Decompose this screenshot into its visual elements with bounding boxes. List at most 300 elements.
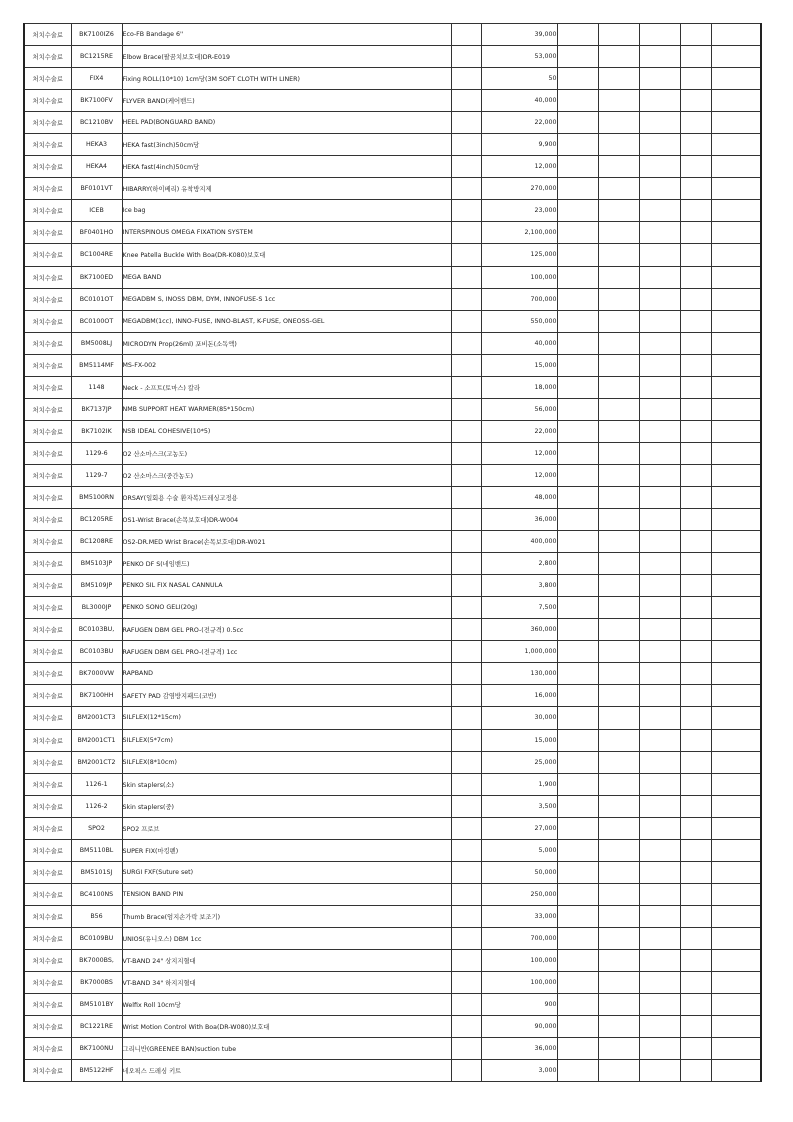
empty-cell [451, 773, 481, 795]
empty-cell [711, 156, 761, 178]
category-cell: 처치수술료 [24, 442, 71, 464]
table-row [24, 288, 761, 310]
empty-cell [598, 354, 639, 376]
empty-cell [557, 1016, 598, 1038]
empty-cell [557, 927, 598, 949]
code-cell: BM5110BL [71, 839, 122, 861]
table-row [24, 531, 761, 553]
code-cell: BK7000BS [71, 972, 122, 994]
code-cell: BK7102IK [71, 420, 122, 442]
code-cell: HEKA3 [71, 134, 122, 156]
table-row [24, 663, 761, 685]
empty-cell [680, 773, 711, 795]
empty-cell [680, 839, 711, 861]
category-cell: 처치수술료 [24, 575, 71, 597]
price-cell: 3,800 [481, 575, 557, 597]
category-cell: 처치수술료 [24, 266, 71, 288]
empty-cell [680, 883, 711, 905]
empty-cell [639, 156, 680, 178]
price-cell: 12,000 [481, 464, 557, 486]
code-cell: BC1215RE [71, 46, 122, 68]
empty-cell [451, 861, 481, 883]
code-cell: FIX4 [71, 68, 122, 90]
empty-cell [639, 420, 680, 442]
empty-cell [451, 685, 481, 707]
price-cell: 50,000 [481, 861, 557, 883]
table-row [24, 685, 761, 707]
category-cell: 처치수술료 [24, 90, 71, 112]
empty-cell [639, 244, 680, 266]
table-row [24, 332, 761, 354]
empty-cell [680, 112, 711, 134]
empty-cell [680, 861, 711, 883]
empty-cell [680, 244, 711, 266]
empty-cell [557, 420, 598, 442]
code-cell: BC1221RE [71, 1016, 122, 1038]
price-cell: 100,000 [481, 949, 557, 971]
empty-cell [711, 68, 761, 90]
price-cell: 5,000 [481, 839, 557, 861]
price-cell: 36,000 [481, 1038, 557, 1060]
category-cell: 처치수술료 [24, 685, 71, 707]
empty-cell [639, 707, 680, 729]
empty-cell [451, 1060, 481, 1082]
item-name-cell: RAFUGEN DBM GEL PRO-(전규격) 0.5cc [122, 619, 451, 641]
price-cell: 39,000 [481, 24, 557, 46]
empty-cell [639, 663, 680, 685]
table-row [24, 883, 761, 905]
empty-cell [711, 486, 761, 508]
empty-cell [680, 68, 711, 90]
item-name-cell: SAFETY PAD 감염방지패드(코반) [122, 685, 451, 707]
table-row [24, 464, 761, 486]
price-cell: 900 [481, 994, 557, 1016]
empty-cell [680, 1060, 711, 1082]
table-row [24, 398, 761, 420]
empty-cell [639, 729, 680, 751]
item-name-cell: SURGI FXF(Suture set) [122, 861, 451, 883]
empty-cell [639, 464, 680, 486]
price-cell: 40,000 [481, 332, 557, 354]
empty-cell [598, 663, 639, 685]
table-row [24, 729, 761, 751]
empty-cell [711, 905, 761, 927]
empty-cell [680, 376, 711, 398]
empty-cell [598, 509, 639, 531]
item-name-cell: HEKA fast(4inch)50cm당 [122, 156, 451, 178]
empty-cell [639, 883, 680, 905]
code-cell: 1126-1 [71, 773, 122, 795]
code-cell: BM5122HF [71, 1060, 122, 1082]
empty-cell [711, 442, 761, 464]
empty-cell [598, 332, 639, 354]
empty-cell [557, 354, 598, 376]
empty-cell [598, 685, 639, 707]
empty-cell [598, 200, 639, 222]
empty-cell [557, 46, 598, 68]
empty-cell [557, 24, 598, 46]
code-cell: BC0103BU, [71, 619, 122, 641]
category-cell: 처치수술료 [24, 332, 71, 354]
empty-cell [711, 663, 761, 685]
empty-cell [711, 112, 761, 134]
empty-cell [557, 509, 598, 531]
code-cell: BC0101OT [71, 288, 122, 310]
price-cell: 550,000 [481, 310, 557, 332]
price-cell: 50 [481, 68, 557, 90]
empty-cell [451, 927, 481, 949]
empty-cell [557, 464, 598, 486]
code-cell: BC1205RE [71, 509, 122, 531]
item-name-cell: Skin staplers(중) [122, 795, 451, 817]
item-name-cell: HEEL PAD(BONGUARD BAND) [122, 112, 451, 134]
code-cell: 1129-6 [71, 442, 122, 464]
empty-cell [711, 90, 761, 112]
table-row [24, 1060, 761, 1082]
empty-cell [451, 112, 481, 134]
table-row [24, 927, 761, 949]
empty-cell [451, 222, 481, 244]
empty-cell [711, 773, 761, 795]
item-name-cell: TENSION BAND PIN [122, 883, 451, 905]
price-cell: 700,000 [481, 288, 557, 310]
code-cell: BC0109BU [71, 927, 122, 949]
empty-cell [557, 200, 598, 222]
empty-cell [680, 354, 711, 376]
empty-cell [680, 994, 711, 1016]
empty-cell [639, 553, 680, 575]
empty-cell [711, 310, 761, 332]
table-row [24, 575, 761, 597]
empty-cell [598, 68, 639, 90]
empty-cell [451, 244, 481, 266]
empty-cell [639, 773, 680, 795]
empty-cell [557, 486, 598, 508]
category-cell: 처치수술료 [24, 486, 71, 508]
empty-cell [639, 200, 680, 222]
empty-cell [451, 707, 481, 729]
item-name-cell: Eco-FB Bandage 6'' [122, 24, 451, 46]
empty-cell [451, 24, 481, 46]
empty-cell [680, 663, 711, 685]
category-cell: 처치수술료 [24, 134, 71, 156]
item-name-cell: RAPBAND [122, 663, 451, 685]
empty-cell [639, 597, 680, 619]
empty-cell [711, 24, 761, 46]
empty-cell [639, 288, 680, 310]
empty-cell [711, 641, 761, 663]
code-cell: B56 [71, 905, 122, 927]
empty-cell [711, 729, 761, 751]
empty-cell [451, 641, 481, 663]
empty-cell [557, 1038, 598, 1060]
empty-cell [639, 575, 680, 597]
empty-cell [598, 376, 639, 398]
code-cell: BK7100NU [71, 1038, 122, 1060]
empty-cell [680, 641, 711, 663]
table-row [24, 597, 761, 619]
item-name-cell: HIBARRY(하이베리) 유착방지제 [122, 178, 451, 200]
category-cell: 처치수술료 [24, 288, 71, 310]
table-row [24, 222, 761, 244]
empty-cell [639, 442, 680, 464]
empty-cell [557, 178, 598, 200]
price-cell: 33,000 [481, 905, 557, 927]
empty-cell [451, 751, 481, 773]
price-cell: 100,000 [481, 266, 557, 288]
empty-cell [598, 707, 639, 729]
empty-cell [680, 178, 711, 200]
category-cell: 처치수술료 [24, 156, 71, 178]
empty-cell [639, 795, 680, 817]
empty-cell [639, 222, 680, 244]
empty-cell [598, 24, 639, 46]
empty-cell [557, 773, 598, 795]
empty-cell [598, 420, 639, 442]
empty-cell [680, 972, 711, 994]
price-cell: 27,000 [481, 817, 557, 839]
empty-cell [557, 707, 598, 729]
empty-cell [711, 707, 761, 729]
table-row [24, 310, 761, 332]
empty-cell [639, 839, 680, 861]
empty-cell [711, 795, 761, 817]
empty-cell [680, 751, 711, 773]
item-name-cell: Wrist Motion Control With Boa(DR-W080)보호대 [122, 1016, 451, 1038]
code-cell: BM5101BY [71, 994, 122, 1016]
empty-cell [680, 509, 711, 531]
code-cell: BM5100RN [71, 486, 122, 508]
table-body [24, 24, 761, 1082]
empty-cell [711, 464, 761, 486]
table-row [24, 354, 761, 376]
price-cell: 15,000 [481, 729, 557, 751]
empty-cell [557, 222, 598, 244]
empty-cell [639, 531, 680, 553]
price-cell: 100,000 [481, 972, 557, 994]
empty-cell [598, 112, 639, 134]
empty-cell [598, 156, 639, 178]
code-cell: BF0401HO [71, 222, 122, 244]
empty-cell [598, 310, 639, 332]
empty-cell [451, 464, 481, 486]
table-row [24, 751, 761, 773]
category-cell: 처치수술료 [24, 354, 71, 376]
empty-cell [680, 266, 711, 288]
empty-cell [451, 178, 481, 200]
category-cell: 처치수술료 [24, 751, 71, 773]
empty-cell [557, 553, 598, 575]
code-cell: BL3000JP [71, 597, 122, 619]
empty-cell [451, 486, 481, 508]
empty-cell [639, 310, 680, 332]
empty-cell [451, 619, 481, 641]
item-name-cell: 그리니반(GREENEE BAN)suction tube [122, 1038, 451, 1060]
price-cell: 22,000 [481, 112, 557, 134]
empty-cell [451, 795, 481, 817]
empty-cell [557, 839, 598, 861]
price-cell: 36,000 [481, 509, 557, 531]
price-cell: 25,000 [481, 751, 557, 773]
empty-cell [598, 486, 639, 508]
empty-cell [639, 1016, 680, 1038]
item-name-cell: 네오픽스 드레싱 키트 [122, 1060, 451, 1082]
empty-cell [711, 134, 761, 156]
code-cell: BC1210BV [71, 112, 122, 134]
empty-cell [711, 1060, 761, 1082]
item-name-cell: Knee Patella Buckle With Boa(DR-K080)보호대 [122, 244, 451, 266]
empty-cell [451, 266, 481, 288]
empty-cell [680, 795, 711, 817]
empty-cell [639, 641, 680, 663]
code-cell: BK7000BS, [71, 949, 122, 971]
code-cell: BK7137JP [71, 398, 122, 420]
item-name-cell: Thumb Brace(엄지손가락 보조기) [122, 905, 451, 927]
empty-cell [680, 575, 711, 597]
empty-cell [639, 398, 680, 420]
empty-cell [451, 509, 481, 531]
table-row [24, 486, 761, 508]
category-cell: 처치수술료 [24, 200, 71, 222]
price-cell: 125,000 [481, 244, 557, 266]
empty-cell [598, 442, 639, 464]
empty-cell [451, 817, 481, 839]
empty-cell [451, 972, 481, 994]
empty-cell [711, 861, 761, 883]
empty-cell [711, 200, 761, 222]
empty-cell [557, 663, 598, 685]
empty-cell [639, 927, 680, 949]
empty-cell [598, 178, 639, 200]
empty-cell [680, 707, 711, 729]
category-cell: 처치수술료 [24, 68, 71, 90]
empty-cell [557, 156, 598, 178]
item-name-cell: O2 산소마스크(중간농도) [122, 464, 451, 486]
table-row [24, 156, 761, 178]
empty-cell [598, 1038, 639, 1060]
item-name-cell: MEGADBM S, INOSS DBM, DYM, INNOFUSE-S 1cc [122, 288, 451, 310]
empty-cell [598, 773, 639, 795]
item-name-cell: PENKO DF S(네임밴드) [122, 553, 451, 575]
table-row [24, 817, 761, 839]
price-cell: 360,000 [481, 619, 557, 641]
price-cell: 18,000 [481, 376, 557, 398]
category-cell: 처치수술료 [24, 310, 71, 332]
code-cell: BM5101SJ [71, 861, 122, 883]
price-cell: 2,800 [481, 553, 557, 575]
item-name-cell: UNIOS(유니오스) DBM 1cc [122, 927, 451, 949]
item-name-cell: PENKO SONO GELI(20g) [122, 597, 451, 619]
item-name-cell: ORSAY(일회용 수술 환자복)드레싱고정용 [122, 486, 451, 508]
category-cell: 처치수술료 [24, 597, 71, 619]
price-cell: 1,000,000 [481, 641, 557, 663]
item-name-cell: NSB IDEAL COHESIVE(10*5) [122, 420, 451, 442]
category-cell: 처치수술료 [24, 817, 71, 839]
category-cell: 처치수술료 [24, 972, 71, 994]
empty-cell [598, 90, 639, 112]
empty-cell [598, 927, 639, 949]
empty-cell [451, 200, 481, 222]
empty-cell [451, 729, 481, 751]
table-row [24, 972, 761, 994]
empty-cell [680, 597, 711, 619]
empty-cell [711, 839, 761, 861]
empty-cell [557, 112, 598, 134]
empty-cell [711, 994, 761, 1016]
item-name-cell: OS1-Wrist Brace(손목보호대)DR-W004 [122, 509, 451, 531]
code-cell: BC1004RE [71, 244, 122, 266]
empty-cell [451, 531, 481, 553]
empty-cell [680, 46, 711, 68]
category-cell: 처치수술료 [24, 464, 71, 486]
item-name-cell: VT-BAND 34" 하지지혈대 [122, 972, 451, 994]
empty-cell [680, 24, 711, 46]
price-cell: 700,000 [481, 927, 557, 949]
empty-cell [711, 949, 761, 971]
table-row [24, 795, 761, 817]
empty-cell [451, 332, 481, 354]
empty-cell [557, 266, 598, 288]
price-cell: 250,000 [481, 883, 557, 905]
category-cell: 처치수술료 [24, 619, 71, 641]
category-cell: 처치수술료 [24, 1038, 71, 1060]
empty-cell [680, 90, 711, 112]
empty-cell [598, 817, 639, 839]
empty-cell [680, 398, 711, 420]
item-name-cell: FLYVER BAND(케어밴드) [122, 90, 451, 112]
empty-cell [639, 376, 680, 398]
empty-cell [680, 729, 711, 751]
empty-cell [639, 905, 680, 927]
empty-cell [451, 905, 481, 927]
empty-cell [639, 861, 680, 883]
item-name-cell: Ice bag [122, 200, 451, 222]
empty-cell [451, 134, 481, 156]
empty-cell [680, 817, 711, 839]
empty-cell [598, 795, 639, 817]
empty-cell [680, 927, 711, 949]
category-cell: 처치수술료 [24, 905, 71, 927]
code-cell: BK7100ED [71, 266, 122, 288]
code-cell: BM5008LJ [71, 332, 122, 354]
table-row [24, 376, 761, 398]
code-cell: BK7100FV [71, 90, 122, 112]
table-row [24, 1016, 761, 1038]
empty-cell [451, 90, 481, 112]
table-row [24, 773, 761, 795]
empty-cell [451, 156, 481, 178]
empty-cell [598, 949, 639, 971]
price-cell: 130,000 [481, 663, 557, 685]
empty-cell [451, 883, 481, 905]
item-name-cell: MEGADBM(1cc), INNO-FUSE, INNO-BLAST, K-FUSE, ONEOSS-GEL [122, 310, 451, 332]
category-cell: 처치수술료 [24, 663, 71, 685]
price-cell: 30,000 [481, 707, 557, 729]
category-cell: 처치수술료 [24, 707, 71, 729]
item-name-cell: SILFLEX(5*7cm) [122, 729, 451, 751]
price-cell: 40,000 [481, 90, 557, 112]
empty-cell [639, 46, 680, 68]
empty-cell [557, 883, 598, 905]
empty-cell [598, 134, 639, 156]
empty-cell [711, 222, 761, 244]
table-row [24, 420, 761, 442]
code-cell: BM2001CT3 [71, 707, 122, 729]
empty-cell [711, 927, 761, 949]
empty-cell [598, 619, 639, 641]
item-name-cell: O2 산소마스크(고농도) [122, 442, 451, 464]
empty-cell [451, 354, 481, 376]
